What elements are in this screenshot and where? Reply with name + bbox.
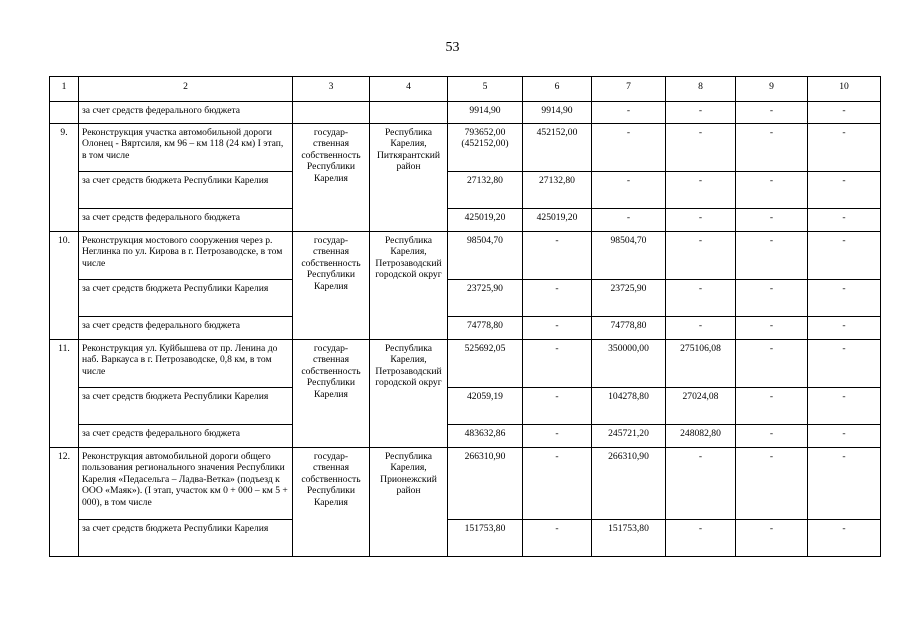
row-label: за счет средств федерального бюджета: [79, 209, 293, 232]
value-cell: -: [808, 388, 881, 425]
page-number: 53: [445, 40, 460, 55]
value-cell: -: [808, 232, 881, 280]
value-cell: 74778,80: [448, 317, 523, 340]
value-cell: -: [523, 232, 592, 280]
location-cell: Республика Карелия, Петрозаводский городской округ: [370, 232, 448, 340]
value-cell: -: [666, 124, 736, 172]
value-cell: -: [592, 102, 666, 124]
row-label: Реконструкция автомобильной дороги общего пользования регионального значения Республики Карелия «Педасельга – Ладва-Ветка» (подъезд к ООО «Маяк»). (I этап, участок км 0 + 000 – км 5 + 000), в том числе: [79, 448, 293, 520]
value-cell: 275106,08: [666, 340, 736, 388]
value-cell: 452152,00: [523, 124, 592, 172]
value-cell: 483632,86: [448, 425, 523, 448]
value-cell: 23725,90: [592, 280, 666, 317]
value-cell: -: [523, 280, 592, 317]
value-cell: 9914,90: [523, 102, 592, 124]
table-row: [50, 520, 881, 557]
value-cell: -: [523, 340, 592, 388]
row-label: за счет средств бюджета Республики Карелия: [79, 388, 293, 425]
column-number: 3: [293, 77, 370, 102]
value-cell: 151753,80: [592, 520, 666, 557]
row-number-cell: 11.: [50, 340, 79, 448]
value-cell: -: [736, 425, 808, 448]
table-row: [50, 280, 881, 317]
value-cell: -: [736, 340, 808, 388]
value-cell: -: [523, 520, 592, 557]
value-cell: 793652,00 (452152,00): [448, 124, 523, 172]
value-cell: 42059,19: [448, 388, 523, 425]
owner-cell: государ-ственная собственность Республики Карелия: [293, 448, 370, 557]
table-row: [50, 124, 881, 172]
row-number-cell: 10.: [50, 232, 79, 340]
column-number-row: [50, 77, 881, 102]
column-number: 8: [666, 77, 736, 102]
row-label: за счет средств федерального бюджета: [79, 102, 293, 124]
value-cell: 151753,80: [448, 520, 523, 557]
owner-cell: государ-ственная собственность Республики Карелия: [293, 124, 370, 232]
row-label: за счет средств бюджета Республики Карелия: [79, 280, 293, 317]
value-cell: -: [736, 448, 808, 520]
table-row: [50, 102, 881, 124]
value-cell: -: [808, 124, 881, 172]
value-cell: 248082,80: [666, 425, 736, 448]
value-cell: 27024,08: [666, 388, 736, 425]
value-cell: 9914,90: [448, 102, 523, 124]
value-cell: 350000,00: [592, 340, 666, 388]
value-cell: -: [736, 388, 808, 425]
value-cell: -: [523, 317, 592, 340]
table-row: [50, 317, 881, 340]
column-number: 10: [808, 77, 881, 102]
owner-cell: государ-ственная собственность Республики Карелия: [293, 232, 370, 340]
value-cell: -: [666, 172, 736, 209]
location-cell: Республика Карелия, Питкярантский район: [370, 124, 448, 232]
budget-table: [49, 76, 881, 557]
value-cell: -: [808, 340, 881, 388]
row-label: за счет средств бюджета Республики Карелия: [79, 520, 293, 557]
location-cell: Республика Карелия, Прионежский район: [370, 448, 448, 557]
value-cell: -: [736, 209, 808, 232]
row-label: за счет средств федерального бюджета: [79, 425, 293, 448]
row-number-cell: 12.: [50, 448, 79, 557]
value-cell: -: [736, 124, 808, 172]
value-cell: 425019,20: [523, 209, 592, 232]
value-cell: 27132,80: [523, 172, 592, 209]
value-cell: -: [666, 520, 736, 557]
value-cell: -: [808, 448, 881, 520]
value-cell: -: [666, 102, 736, 124]
column-number: 1: [50, 77, 79, 102]
location-cell: Республика Карелия, Петрозаводский городской округ: [370, 340, 448, 448]
value-cell: 104278,80: [592, 388, 666, 425]
row-label: за счет средств бюджета Республики Карелия: [79, 172, 293, 209]
table-row: [50, 388, 881, 425]
value-cell: -: [736, 232, 808, 280]
value-cell: -: [808, 280, 881, 317]
value-cell: 525692,05: [448, 340, 523, 388]
value-cell: 27132,80: [448, 172, 523, 209]
table-row: [50, 340, 881, 388]
value-cell: 23725,90: [448, 280, 523, 317]
value-cell: 74778,80: [592, 317, 666, 340]
owner-cell: государ-ственная собственность Республики Карелия: [293, 340, 370, 448]
row-label: за счет средств федерального бюджета: [79, 317, 293, 340]
value-cell: 98504,70: [448, 232, 523, 280]
value-cell: -: [523, 448, 592, 520]
table-row: [50, 172, 881, 209]
value-cell: -: [736, 280, 808, 317]
row-label: Реконструкция мостового сооружения через р. Неглинка по ул. Кирова в г. Петрозаводске, в том числе: [79, 232, 293, 280]
column-number: 7: [592, 77, 666, 102]
value-cell: 266310,90: [592, 448, 666, 520]
value-cell: -: [523, 388, 592, 425]
row-number-cell: [50, 102, 79, 124]
value-cell: -: [666, 280, 736, 317]
column-number: 4: [370, 77, 448, 102]
value-cell: -: [736, 172, 808, 209]
row-label: Реконструкция участка автомобильной дороги Олонец - Вяртсиля, км 96 – км 118 (24 км) I этап, в том числе: [79, 124, 293, 172]
value-cell: -: [666, 232, 736, 280]
value-cell: -: [808, 209, 881, 232]
value-cell: -: [523, 425, 592, 448]
value-cell: -: [666, 317, 736, 340]
value-cell: -: [808, 317, 881, 340]
value-cell: -: [736, 317, 808, 340]
row-label: Реконструкция ул. Куйбышева от пр. Ленина до наб. Варкауса в г. Петрозаводске, 0,8 км, в том числе: [79, 340, 293, 388]
value-cell: -: [592, 124, 666, 172]
value-cell: 425019,20: [448, 209, 523, 232]
value-cell: -: [736, 102, 808, 124]
value-cell: 98504,70: [592, 232, 666, 280]
value-cell: -: [808, 520, 881, 557]
table-row: [50, 448, 881, 520]
value-cell: -: [808, 425, 881, 448]
value-cell: 245721,20: [592, 425, 666, 448]
owner-cell: [293, 102, 370, 124]
value-cell: -: [666, 209, 736, 232]
table-row: [50, 209, 881, 232]
value-cell: -: [666, 448, 736, 520]
table-row: [50, 232, 881, 280]
value-cell: -: [808, 102, 881, 124]
value-cell: 266310,90: [448, 448, 523, 520]
row-number-cell: 9.: [50, 124, 79, 232]
value-cell: -: [592, 209, 666, 232]
column-number: 2: [79, 77, 293, 102]
location-cell: [370, 102, 448, 124]
column-number: 9: [736, 77, 808, 102]
column-number: 6: [523, 77, 592, 102]
value-cell: -: [736, 520, 808, 557]
value-cell: -: [808, 172, 881, 209]
column-number: 5: [448, 77, 523, 102]
table-row: [50, 425, 881, 448]
value-cell: -: [592, 172, 666, 209]
